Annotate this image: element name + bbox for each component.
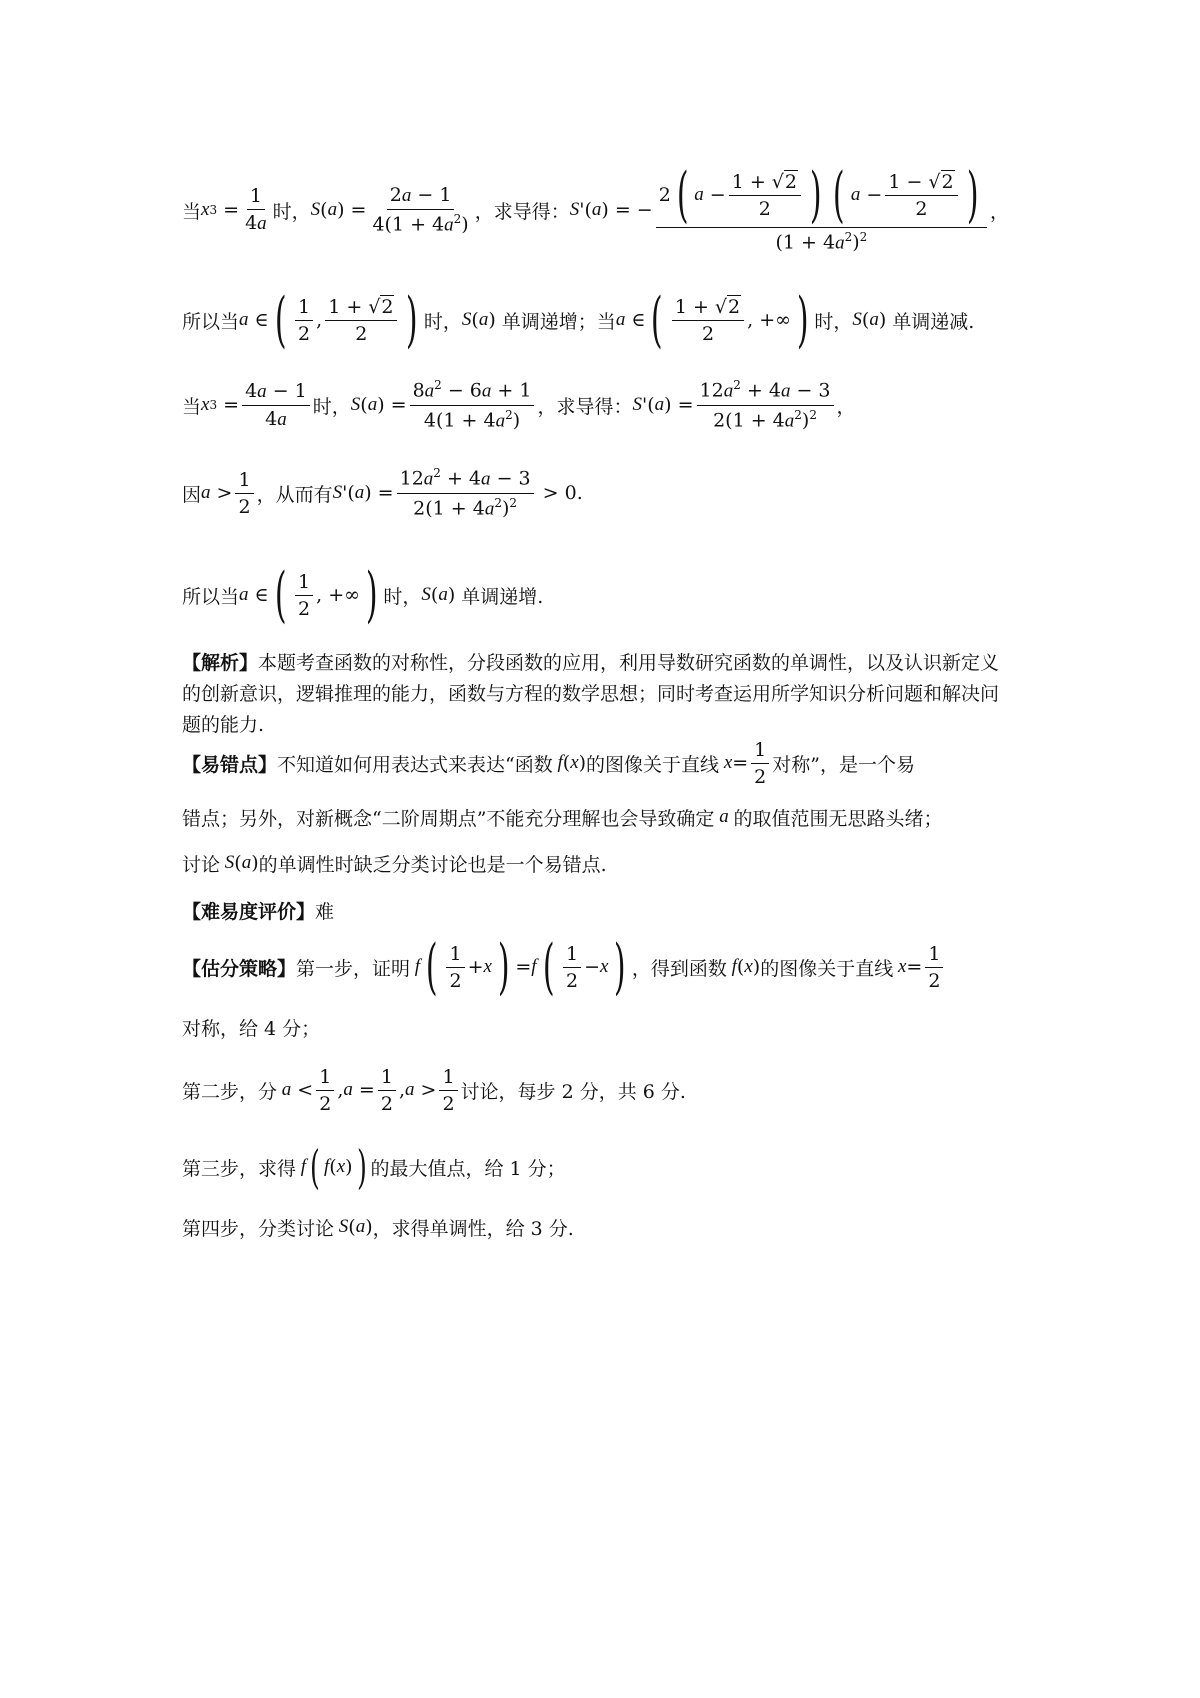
equation-line-5: 所以当 a ∈ ( $\frac{1}{2}$ , +∞ ) 时， S ( a ) 单调递增. bbox=[182, 560, 544, 630]
strategy-line-1b bbox=[182, 1010, 1018, 1044]
text: 讨论，每步 2 分，共 6 分. bbox=[460, 1080, 686, 1103]
text: 不知道如何用表达式来表达“函数 bbox=[277, 753, 553, 776]
text: 因 bbox=[182, 483, 202, 506]
text: 当 bbox=[182, 395, 202, 418]
text: 第四步，分类讨论 bbox=[182, 1217, 335, 1240]
equation-line-4: 因 a > $\frac{1}{2}$ ，从而有 S '( a ) = $\frac{12a^2 + 4a - 3}{2(1 + 4a^2)^2}$ > 0 . bbox=[182, 466, 583, 519]
text: ，得到函数 bbox=[631, 957, 727, 980]
text: 第二步，分 bbox=[182, 1080, 278, 1103]
difficulty-value: 难 bbox=[315, 900, 335, 923]
text: ，从而有 bbox=[256, 483, 333, 506]
text: 的单调性时缺乏分类讨论也是一个易错点. bbox=[258, 853, 607, 876]
text: ， bbox=[990, 200, 1010, 223]
pitfall-line-3: 讨论 S ( a ) 的单调性时缺乏分类讨论也是一个易错点. bbox=[182, 846, 1018, 880]
difficulty-tag: 【难易度评价】 bbox=[182, 900, 316, 923]
text: ， bbox=[836, 395, 856, 418]
strategy-line-2: 第二步，分 a < $\frac{1}{2}$ , a = $\frac{1}{2}$ , a > $\frac{1}{2}$ 讨论，每步 2 分，共 6 分. bbox=[182, 1065, 686, 1115]
text: ，求得单调性，给 3 分. bbox=[372, 1217, 574, 1240]
math: x bbox=[201, 199, 210, 220]
text: 时， bbox=[383, 585, 422, 608]
strategy-tag: 【估分策略】 bbox=[182, 957, 297, 980]
equation-line-3: 当 x 3 = $\frac{4a - 1}{4a}$ 时， S ( a ) = $\frac{8a^2 - 6a + 1}{4(1 + 4a^2)}$ ，求导得： S '( a ) = $\frac{12a^2 + 4a - 3}{2(1 + 4a^2)^2}$ ， bbox=[182, 378, 856, 431]
text: 单调递增；当 bbox=[501, 310, 616, 333]
strategy-line-4: 第四步，分类讨论 S ( a ) ，求得单调性，给 3 分. bbox=[182, 1207, 1018, 1247]
strategy-line-1: 【估分策略】 第一步，证明 f ( $\frac{1}{2}$ + x ) = f ( $\frac{1}{2}$ − x ) ，得到函数 f ( x ) 的图像关于直线 x = $\frac{1}{2}$ bbox=[182, 935, 1018, 999]
strategy-line-3: 第三步，求得 f ( f ( x ) ) 的最大值点，给 1 分； bbox=[182, 1140, 566, 1194]
fraction: $\frac{1}{4a}$ bbox=[245, 185, 267, 234]
text: 的图像关于直线 bbox=[760, 957, 894, 980]
equation-line-1: 当 x 3 = $\frac{1}{4a}$ 时， S ( a ) = $\frac{2a - 1}{4(1 + 4a^2)}$ ，求导得： S '( a ) = − 2 ( a − $\frac{1 + √2}{2}$ ) ( a − $\frac{1 - √2}{2}$ ) $(1 + 4a^2)^2$ ， bbox=[182, 160, 1010, 254]
text: 时， bbox=[272, 200, 311, 223]
text: 时， bbox=[814, 310, 853, 333]
text: 对称”，是一个易 bbox=[772, 753, 915, 776]
text: 单调递增. bbox=[461, 585, 544, 608]
text: 第一步，证明 bbox=[296, 957, 411, 980]
text: ，求导得： bbox=[474, 200, 570, 223]
pitfall-line-2: 错点；另外，对新概念“二阶周期点”不能充分理解也会导致确定 a 的取值范围无思路头绪； bbox=[182, 800, 1018, 834]
text: 时， bbox=[423, 310, 462, 333]
text: 对称，给 4 分； bbox=[182, 1017, 321, 1040]
text: 的图像关于直线 bbox=[586, 753, 720, 776]
pitfall-tag: 【易错点】 bbox=[182, 753, 278, 776]
analysis-section bbox=[182, 648, 1002, 741]
text: 讨论 bbox=[182, 853, 221, 876]
text: 所以当 bbox=[182, 585, 240, 608]
equation-line-2: 所以当 a ∈ ( $\frac{1}{2}$ , $\frac{1 + √2}{2}$ ) 时， S ( a ) 单调递增；当 a ∈ ( $\frac{1 + √2}{2}$ , +∞ ) 时， S ( a ) 单调递减. bbox=[182, 285, 975, 355]
difficulty-line bbox=[182, 893, 1018, 927]
fraction: $\frac{2a - 1}{4(1 + 4a^2)}$ bbox=[372, 183, 469, 236]
text: 错点；另外，对新概念“二阶周期点”不能充分理解也会导致确定 bbox=[182, 807, 715, 830]
text: 所以当 bbox=[182, 310, 240, 333]
pitfall-line-1: 【易错点】 不知道如何用表达式来表达“函数 f ( x ) 的图像关于直线 x = $\frac{1}{2}$ 对称”，是一个易 bbox=[182, 738, 915, 788]
text: 单调递减. bbox=[892, 310, 975, 333]
analysis-tag: 【解析】 bbox=[182, 652, 259, 674]
text: 的取值范围无思路头绪； bbox=[733, 807, 943, 830]
text: 当 bbox=[182, 200, 202, 223]
text: ，求导得： bbox=[537, 395, 633, 418]
text: 时， bbox=[312, 395, 351, 418]
analysis-text: 本题考查函数的对称性，分段函数的应用，利用导数研究函数的单调性，以及认识新定义的创新意识，逻辑推理的能力，函数与方程的数学思想；同时考查运用所学知识分析问题和解决问题的能力. bbox=[182, 652, 1000, 736]
text: 的最大值点，给 1 分； bbox=[370, 1157, 566, 1180]
text: 第三步，求得 bbox=[182, 1157, 297, 1180]
text: . bbox=[576, 482, 583, 504]
derivative-fraction: 2 ( a − $\frac{1 + √2}{2}$ ) ( a − $\frac{1 - √2}{2}$ ) $(1 + 4a^2)^2$ bbox=[656, 165, 987, 254]
